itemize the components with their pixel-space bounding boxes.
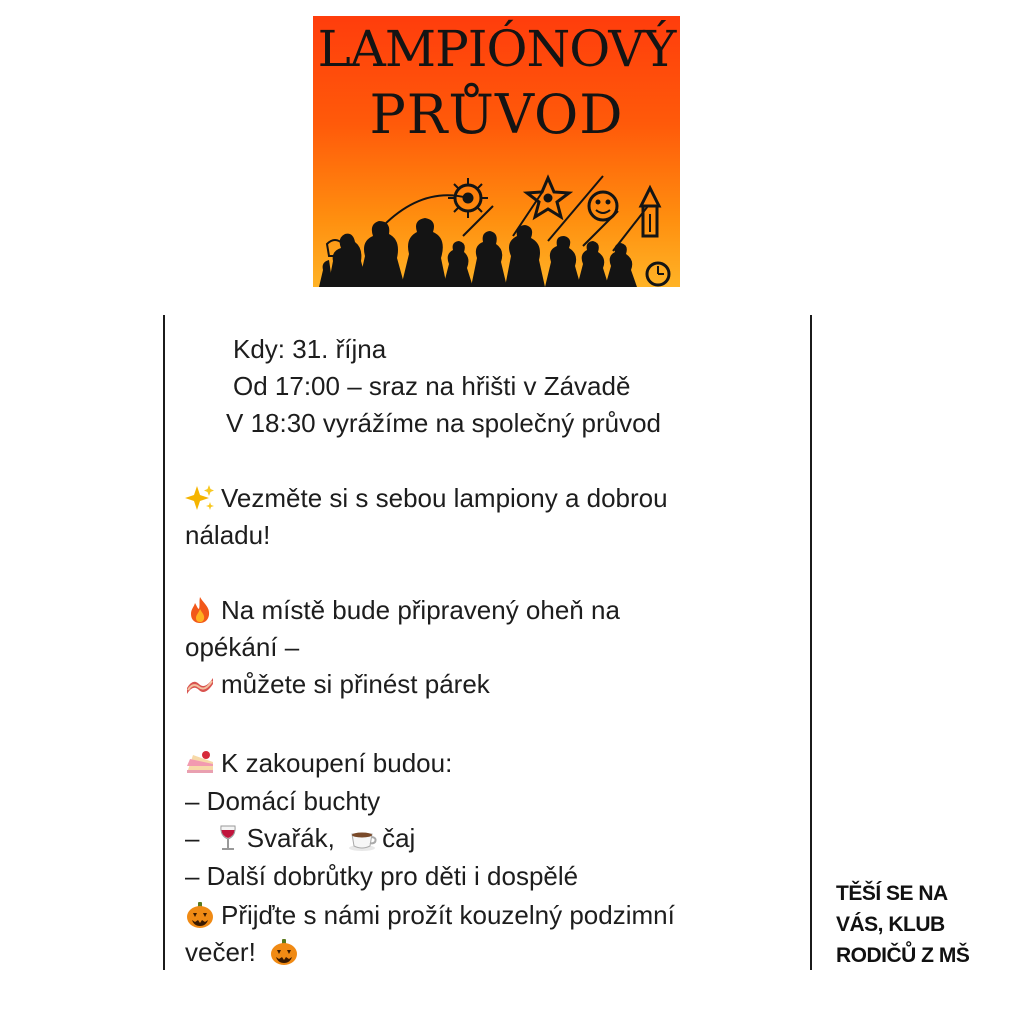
hot-beverage-icon bbox=[348, 824, 378, 852]
poster-title-line1: LAMPIÓNOVÝ bbox=[317, 20, 676, 78]
sausage-text: můžete si přinést párek bbox=[221, 669, 490, 699]
for-sale-heading-text: K zakoupení budou: bbox=[221, 748, 453, 778]
bring-lanterns-line bbox=[185, 482, 668, 514]
star-lantern-icon bbox=[527, 178, 569, 217]
bring-lanterns-text: Vezměte si s sebou lampiony a dobrou bbox=[221, 483, 668, 513]
sun-lantern-icon bbox=[448, 178, 488, 218]
signature-line3: RODIČŮ Z MŠ bbox=[836, 944, 970, 967]
event-date: Kdy: 31. října bbox=[233, 334, 387, 364]
for-sale-item-drinks bbox=[185, 822, 415, 854]
invitation-line2 bbox=[185, 936, 305, 968]
invitation-line bbox=[185, 899, 675, 931]
for-sale-heading bbox=[185, 747, 452, 779]
wine-glass-icon bbox=[213, 824, 243, 852]
event-departure-time: V 18:30 vyrážíme na společný průvod bbox=[226, 408, 662, 438]
bacon-icon bbox=[185, 670, 215, 698]
moon-face-lantern-icon bbox=[589, 192, 617, 220]
campfire-line2: opékání – bbox=[185, 632, 300, 662]
signature-line1: TĚŠÍ SE NA bbox=[836, 882, 948, 905]
fire-icon bbox=[185, 596, 215, 624]
sparkles-icon bbox=[185, 484, 215, 512]
poster-title bbox=[313, 20, 680, 146]
event-meeting-time: Od 17:00 – sraz na hřišti v Závadě bbox=[233, 371, 631, 401]
mulled-wine-text: Svařák, bbox=[246, 823, 335, 853]
for-sale-item-buns: – Domácí buchty bbox=[185, 786, 381, 816]
invitation-text: Přijďte s námi prožít kouzelný podzimní bbox=[221, 900, 675, 930]
invitation-text-2: večer! bbox=[185, 937, 256, 967]
sausage-line bbox=[185, 668, 490, 700]
lantern-parade-poster bbox=[313, 16, 680, 287]
cake-icon bbox=[185, 749, 215, 777]
tower-lantern-icon bbox=[641, 188, 659, 236]
signature-line2: VÁS, KLUB bbox=[836, 913, 945, 936]
tea-text: čaj bbox=[382, 823, 416, 853]
jack-o-lantern-icon bbox=[185, 901, 215, 929]
signature-note bbox=[836, 878, 1006, 971]
jack-o-lantern-icon bbox=[269, 938, 299, 966]
list-dash: – bbox=[185, 823, 200, 853]
event-announcement-post bbox=[163, 315, 812, 970]
campfire-line bbox=[185, 594, 620, 626]
poster-title-line2: PRŮVOD bbox=[369, 83, 624, 146]
bring-lanterns-line2: náladu! bbox=[185, 520, 271, 550]
campfire-text: Na místě bude připravený oheň na bbox=[221, 595, 620, 625]
for-sale-item-treats: – Další dobrůtky pro děti i dospělé bbox=[185, 861, 579, 891]
children-silhouette-illustration bbox=[313, 166, 680, 287]
